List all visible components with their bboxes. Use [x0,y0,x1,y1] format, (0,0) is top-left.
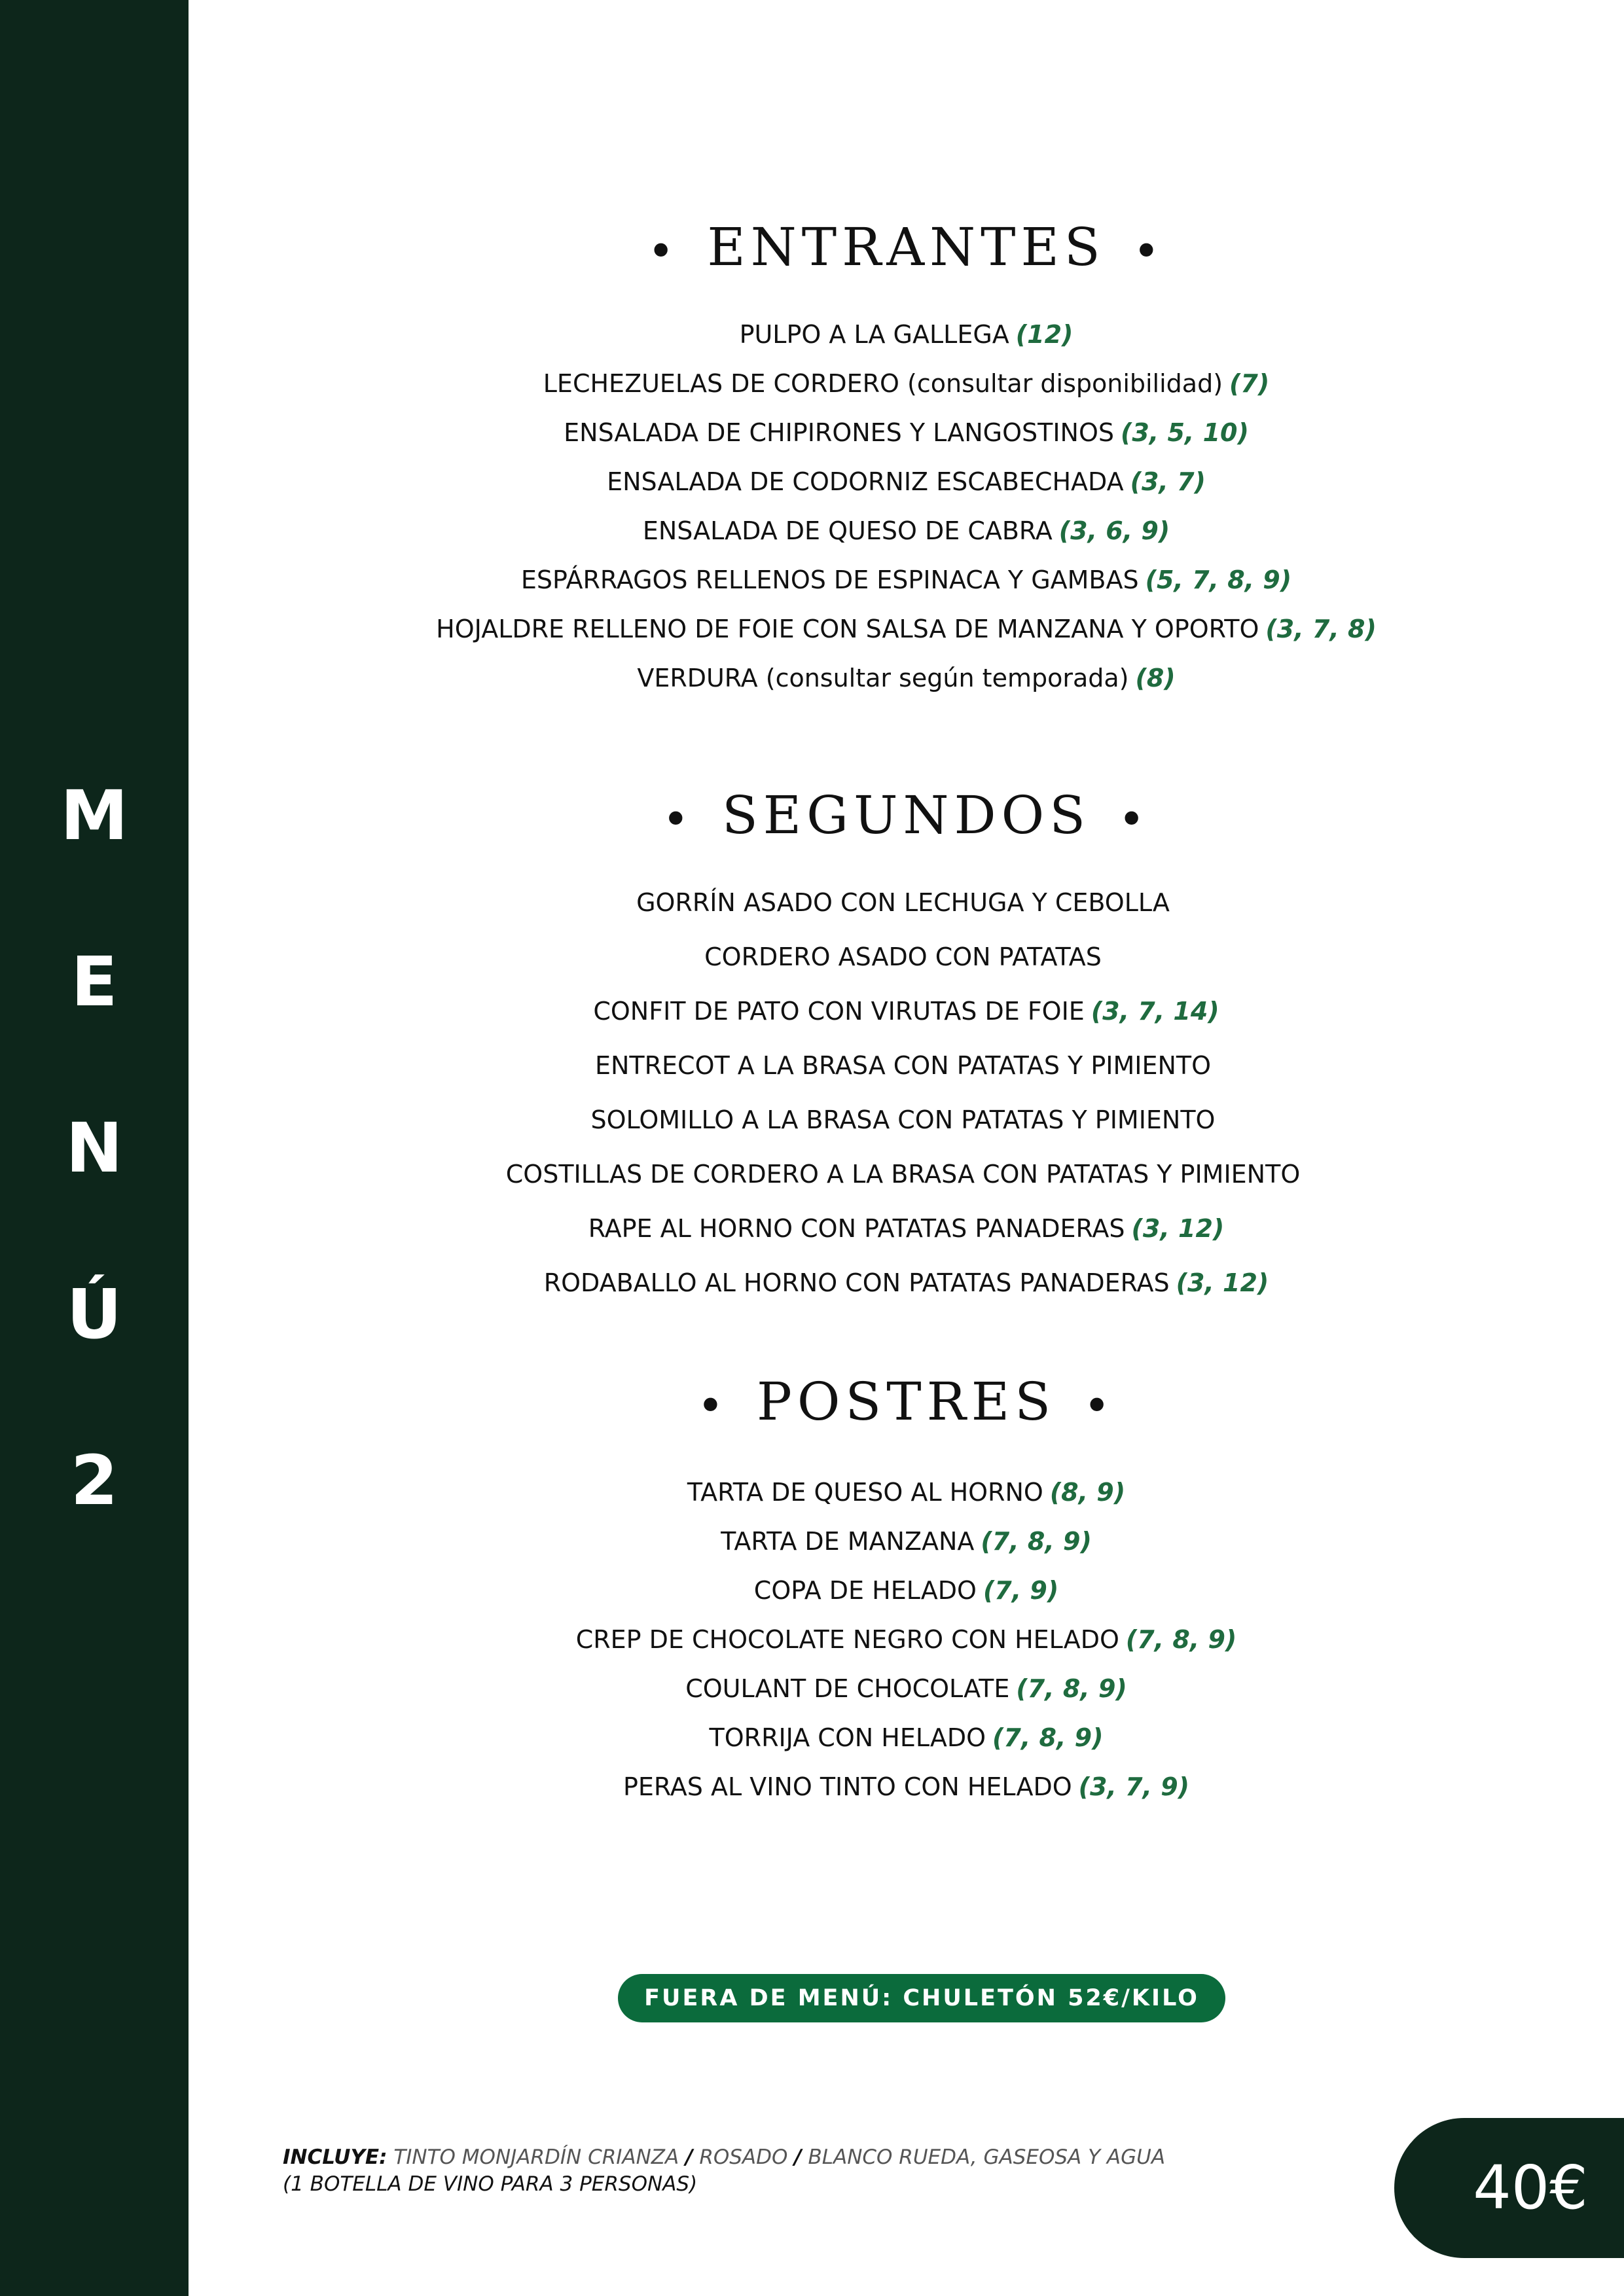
dish-name: ESPÁRRAGOS RELLENOS DE ESPINACA Y GAMBAS [520,565,1139,594]
menu-item [189,465,1624,498]
allergens: (3, 7, 8) [1265,615,1377,643]
dish-name: VERDURA (consultar según temporada) [637,664,1129,692]
dish-name: SOLOMILLO A LA BRASA CON PATATAS Y PIMIENTO [590,1105,1216,1134]
allergens: (3, 7, 14) [1091,997,1219,1026]
dish-name: ENSALADA DE CHIPIRONES Y LANGOSTINOS [564,418,1114,447]
wine-option: ROSADO [699,2145,788,2169]
bullet-icon: • [662,793,695,846]
off-menu-badge: FUERA DE MENÚ: CHULETÓN 52€/KILO [618,1974,1225,2022]
bullet-icon: • [1118,793,1151,846]
price: 40€ [1473,2153,1588,2223]
dish-name: PULPO A LA GALLEGA [739,320,1009,349]
section-title-postres [189,1369,1624,1439]
menu-item [189,613,1624,645]
sidebar [0,0,189,2296]
dish-name: CORDERO ASADO CON PATATAS [704,942,1102,971]
section-title-entrantes [189,215,1624,284]
allergens: (8, 9) [1049,1478,1126,1507]
allergens: (7) [1229,369,1270,398]
menu-item [189,564,1624,596]
allergens: (7, 9) [983,1576,1059,1605]
dish-name: RODABALLO AL HORNO CON PATATAS PANADERAS [543,1268,1170,1297]
menu-item [189,1103,1624,1136]
section-title-text: SEGUNDOS [721,785,1091,846]
bullet-icon: • [696,1379,729,1433]
menu-item [189,1049,1624,1082]
sidebar-letter: N [65,1108,123,1188]
menu-item [189,1672,1624,1705]
bullet-icon: • [1083,1379,1116,1433]
menu-item [189,1476,1624,1509]
dish-name: RAPE AL HORNO CON PATATAS PANADERAS [588,1214,1125,1243]
allergens: (8) [1135,664,1176,692]
bullet-icon: • [1132,224,1165,278]
allergens: (3, 12) [1176,1268,1269,1297]
allergens: (7, 8, 9) [1016,1674,1127,1703]
price-badge [1394,2118,1624,2258]
menu-item [189,318,1624,351]
dish-name: COPA DE HELADO [753,1576,977,1605]
section-title-segundos [189,783,1624,852]
includes-line [283,2144,1330,2171]
menu-item [189,1266,1624,1299]
dish-name: CONFIT DE PATO CON VIRUTAS DE FOIE [593,997,1085,1026]
bullet-icon: • [647,224,680,278]
dish-name: HOJALDRE RELLENO DE FOIE CON SALSA DE MANZANA Y OPORTO [436,615,1259,643]
menu-item [189,1721,1624,1754]
dish-name: ENSALADA DE QUESO DE CABRA [642,516,1053,545]
menu-item [189,1574,1624,1607]
allergens: (7, 8, 9) [1125,1625,1237,1654]
menu-item [189,995,1624,1028]
section-title-text: POSTRES [756,1371,1056,1432]
menu-item [189,416,1624,449]
allergens: (3, 5, 10) [1120,418,1249,447]
menu-item [189,1623,1624,1656]
dish-name: ENSALADA DE CODORNIZ ESCABECHADA [607,467,1124,496]
separator: / [685,2145,693,2169]
menu-item [189,1158,1624,1191]
includes-note-line: (1 BOTELLA DE VINO PARA 3 PERSONAS) [283,2172,698,2196]
allergens: (7, 8, 9) [992,1723,1104,1752]
dish-name: COULANT DE CHOCOLATE [685,1674,1010,1703]
dish-name: LECHEZUELAS DE CORDERO (consultar disponibilidad) [543,369,1223,398]
menu-item [189,1212,1624,1245]
dish-name: TARTA DE QUESO AL HORNO [687,1478,1043,1507]
dish-name: GORRÍN ASADO CON LECHUGA Y CEBOLLA [636,888,1170,917]
dish-name: PERAS AL VINO TINTO CON HELADO [623,1772,1072,1801]
allergens: (5, 7, 8, 9) [1145,565,1292,594]
menu-item [189,514,1624,547]
allergens: (7, 8, 9) [981,1527,1092,1556]
separator: / [794,2145,802,2169]
dish-name: ENTRECOT A LA BRASA CON PATATAS Y PIMIENTO [594,1051,1212,1080]
allergens: (3, 7, 9) [1078,1772,1190,1801]
sidebar-letter: E [71,942,118,1022]
menu-item [189,662,1624,694]
section-title-text: ENTRANTES [707,217,1106,278]
sidebar-letter: M [60,776,128,855]
menu-item [189,367,1624,400]
dish-name: TARTA DE MANZANA [721,1527,975,1556]
wine-option: TINTO MONJARDÍN CRIANZA [393,2145,679,2169]
menu-item [189,941,1624,973]
includes-label: INCLUYE: [283,2145,388,2169]
wine-option: BLANCO RUEDA, GASEOSA Y AGUA [808,2145,1166,2169]
sidebar-letter: Ú [66,1274,122,1354]
menu-item [189,886,1624,919]
sidebar-letter: 2 [70,1441,118,1520]
allergens: (3, 6, 9) [1058,516,1170,545]
menu-item [189,1525,1624,1558]
menu-item [189,1770,1624,1803]
includes-note [283,2144,1330,2198]
dish-name: CREP DE CHOCOLATE NEGRO CON HELADO [575,1625,1119,1654]
dish-name: TORRIJA CON HELADO [709,1723,986,1752]
dish-name: COSTILLAS DE CORDERO A LA BRASA CON PATATAS Y PIMIENTO [505,1160,1301,1189]
allergens: (3, 12) [1131,1214,1225,1243]
allergens: (3, 7) [1130,467,1206,496]
allergens: (12) [1015,320,1074,349]
